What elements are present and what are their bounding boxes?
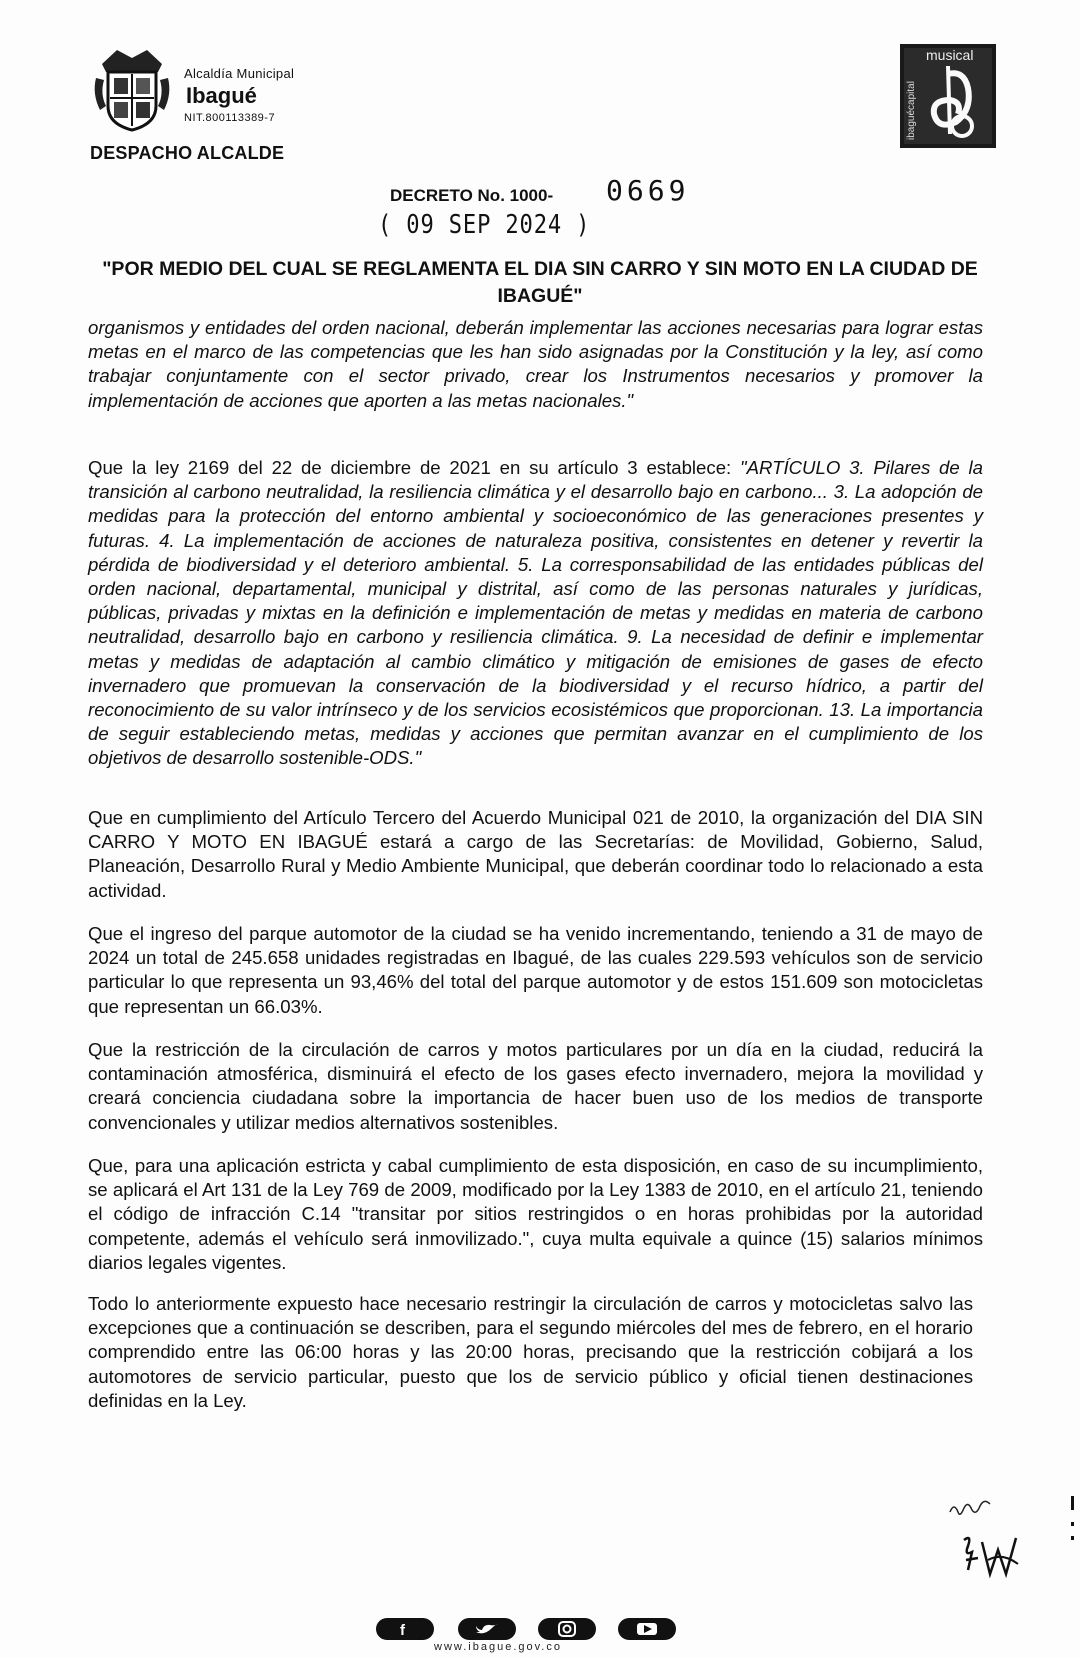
logo-musical-text: musical [926, 47, 974, 63]
header-institution [184, 66, 294, 124]
office-label: DESPACHO ALCALDE [90, 143, 285, 163]
facebook-icon[interactable] [376, 1618, 434, 1640]
nit-label: NIT.800113389-7 [184, 112, 276, 124]
paragraph-7: Todo lo anteriormente expuesto hace necesario restringir la circulación de carros y motocicletas salvo las excepciones que a continuación se describen, para el segundo miércoles del mes de febrero, en el horario comprendido entre las 06:00 horas y las 20:00 horas, precisando que la restricción cobijará a los automotores de servicio particular, puesto que los de servicio público y oficial tienen destinaciones definidas en la Ley. [88, 1293, 973, 1411]
svg-text:f: f [400, 1622, 405, 1639]
paragraph-1: organismos y entidades del orden nacional, deberán implementar las acciones necesarias para lograr estas metas en el marco de las competencias que les han sido asignadas por la Constitución y la ley, así como trabajar conjuntamente con el sector privado, crear los Instrumentos necesarios y promover la implementación de acciones que aporten a las metas nacionales." [88, 317, 983, 411]
footer-url[interactable]: www.ibague.gov.co [434, 1641, 562, 1653]
scan-edge-marks [1070, 1496, 1076, 1556]
twitter-icon[interactable] [458, 1618, 516, 1640]
handwritten-initials-small [946, 1494, 996, 1524]
paragraph-4: Que el ingreso del parque automotor de la ciudad se ha venido incrementando, teniendo a 31 de mayo de 2024 un total de 245.658 unidades registradas en Ibagué, de las cuales 229.593 vehículos son de servicio particular lo que representa un 93,46% del total del parque automotor y de estos 151.609 son motocicletas que representan un 66.03%. [88, 923, 983, 1017]
decree-number: 0669 [606, 174, 690, 207]
ibague-crest-logo [92, 44, 172, 132]
paragraph-2-quote: "ARTÍCULO 3. Pilares de la transición al carbono neutralidad, la resiliencia climática y el desarrollo bajo en carbono... 3. La adopción de medidas para la protección del entorno ambiental y socioeconómico de las generaciones presentes y futuras. 4. La implementación de acciones de naturaleza positiva, consistentes en detener y revertir la pérdida de biodiversidad y el deterioro ambiental. 5. La corresponsabilidad de las entidades públicas del orden nacional, departamental, municipal y distrital, así como de las personas naturales y jurídicas, públicas, privadas y mixtas en la definición e implementación de metas y medidas en materia de carbono neutralidad, desarrollo bajo en carbono y resiliencia climática. 9. La necesidad de definir e implementar metas y medidas de adaptación al cambio climático y mitigación de emisiones de gases de efecto invernadero que promuevan la conservación de la biodiversidad y el recurso hídrico, a partir del reconocimiento de su valor intrínseco y de los servicios ecosistémicos que proporcionan. 13. La importancia de seguir estableciendo metas, medidas y acciones que permitan avanzar en el cumplimiento de los objetivos de desarrollo sostenible-ODS." [88, 457, 983, 769]
handwritten-signature [958, 1530, 1028, 1580]
alcaldia-label: Alcaldía Municipal [184, 66, 295, 81]
paragraph-5: Que la restricción de la circulación de carros y motos particulares por un día en la ciudad, reducirá la contaminación atmosférica, disminuirá el efecto de los gases efecto invernadero, mejora la movilidad y creará conciencia ciudadana sobre la importancia de hacer buen uso de los medios de transporte convencionales y utilizar medios alternativos sostenibles. [88, 1039, 983, 1133]
footer-social-icons [372, 1614, 682, 1644]
ibague-musical-logo [900, 44, 996, 148]
paragraph-6: Que, para una aplicación estricta y cabal cumplimiento de esta disposición, en caso de su incumplimiento, se aplicará el Art 131 de la Ley 769 de 2009, modificado por la Ley 1383 de 2010, en el artículo 21, teniendo el código de infracción C.14 "transitar por sitios restringidos o en horas prohibidas por la autoridad competente, además el vehículo será inmovilizado.", cuya multa equivale a quince (15) salarios mínimos diarios legales vigentes. [88, 1155, 983, 1273]
paragraph-2 [88, 456, 983, 771]
decree-label: DECRETO No. 1000- [390, 186, 554, 205]
decree-title: "POR MEDIO DEL CUAL SE REGLAMENTA EL DIA SIN CARRO Y SIN MOTO EN LA CIUDAD DE IBAGUÉ" [102, 258, 978, 307]
city-name: Ibagué [186, 83, 257, 108]
instagram-icon[interactable] [538, 1618, 596, 1640]
youtube-icon[interactable] [618, 1618, 676, 1640]
decree-date: ( 09 SEP 2024 ) [378, 210, 591, 240]
logo-side-text: ibaguécapital [906, 81, 917, 140]
paragraph-3: Que en cumplimiento del Artículo Tercero del Acuerdo Municipal 021 de 2010, la organización del DIA SIN CARRO Y MOTO EN IBAGUÉ estará a cargo de las Secretarías: de Movilidad, Gobierno, Salud, Planeación, Desarrollo Rural y Medio Ambiente Municipal, que deberán coordinar todo lo relacionado a esta actividad. [88, 807, 983, 901]
paragraph-2-intro: Que la ley 2169 del 22 de diciembre de 2021 en su artículo 3 establece: [88, 457, 741, 478]
